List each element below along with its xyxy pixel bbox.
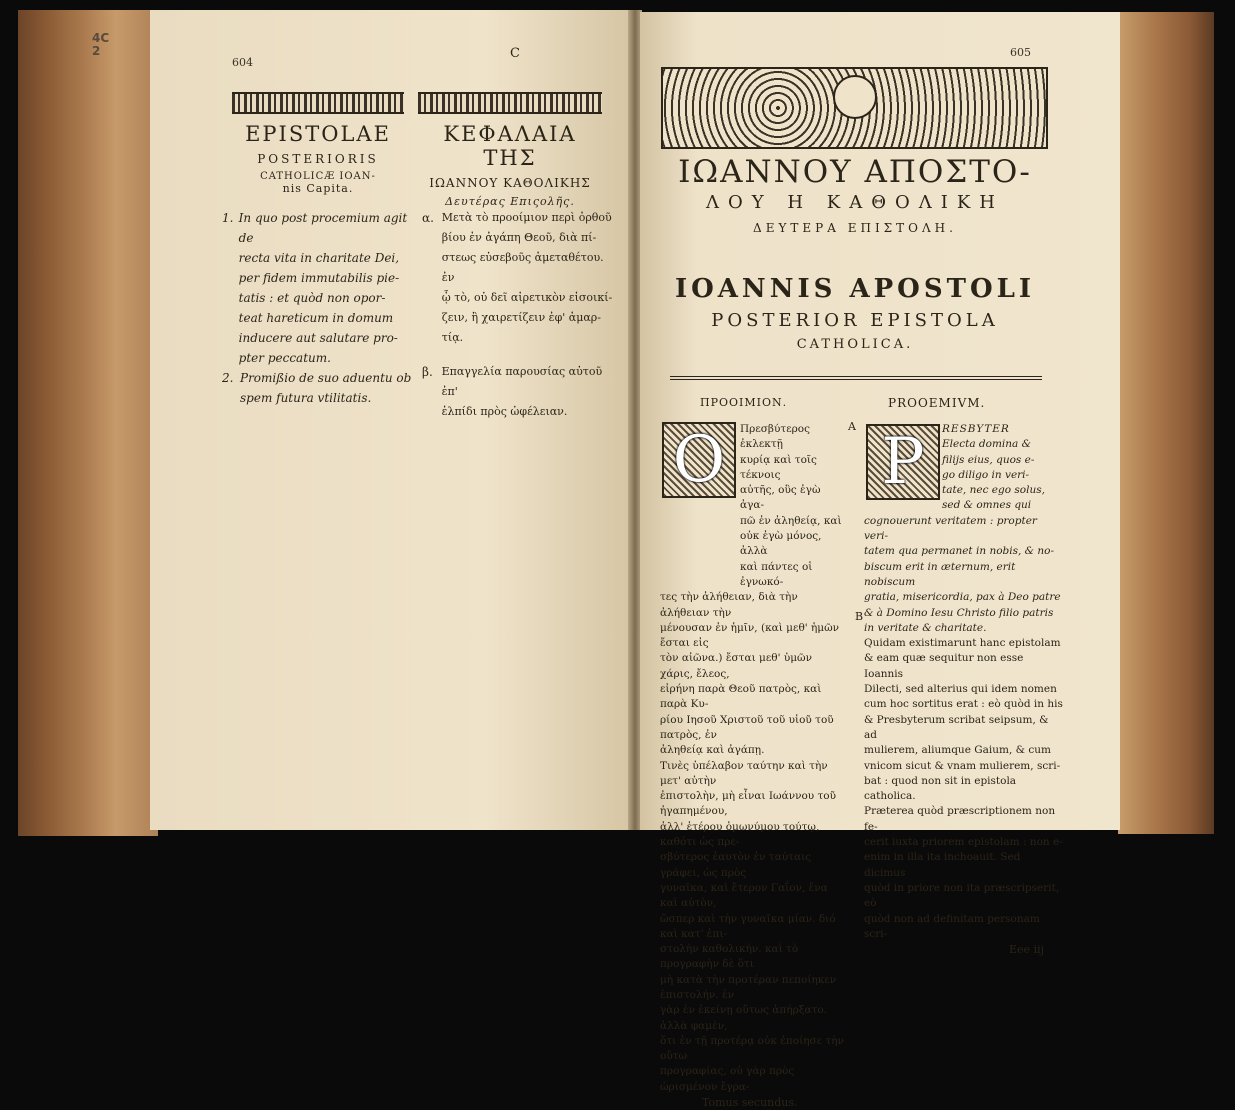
text-line: mulierem, aliumque Gaium, & cum (864, 744, 1051, 757)
page-number: 604 (232, 56, 253, 69)
text-line: cognouerunt veritatem : propter veri- (864, 514, 1037, 543)
left-page (92, 10, 630, 830)
latin-item-1 (222, 208, 412, 368)
latin-text-column (864, 422, 1064, 957)
greek-heading-subtitle: ΙΩΑΝΝΟΥ ΚΑΘΟΛΙΚΗΣ (429, 176, 591, 190)
ornament-band-latin (232, 92, 404, 114)
greek-decorated-initial: O (662, 422, 736, 498)
line: ζειν, ἢ χαιρετίζειν ἐφ' ἁμαρ- (441, 311, 601, 324)
latin-heading (232, 122, 404, 195)
text-line: οὐκ ἐγὼ μόνος, ἀλλὰ (740, 530, 822, 558)
text-line: gratia, misericordia, pax à Deo patre (864, 591, 1061, 604)
greek-section-head: ΠΡΟΟΙΜΙΟΝ. (700, 396, 788, 409)
text-line: Πρεσβύτερος ἐκλεκτῇ (740, 423, 811, 451)
line: inducere aut salutare pro- (238, 331, 398, 345)
divider-rule (670, 376, 1042, 377)
text-line: vnicom sicut & vnam mulierem, scri- (864, 759, 1061, 772)
text-line: ὥσπερ καὶ τὴν γυναῖκα μίαν. διό καὶ κατ' ἐπι- (660, 912, 836, 940)
text-line: go diligo in veri- (942, 468, 1030, 481)
greek-heading (418, 122, 602, 208)
text-line: γὰρ ἐν ἐκείνῃ οὕτως ἀπήρξατο. ἀλλὰ φαμὲν, (660, 1004, 828, 1032)
greek-title-line1: ΙΩΑΝΝΟΥ ΑΠΟΣΤΟ- (678, 154, 1032, 190)
text-line: ἐπιστολὴν, μὴ εἶναι Ιωάννου τοῦ ἠγαπημένου, (660, 790, 837, 818)
text-line: Τινὲς ὑπέλαβον ταύτην καὶ τὴν μετ' αὐτὴν (660, 759, 828, 787)
text-line: sed & omnes qui (942, 499, 1032, 512)
text-line: & à Domino Iesu Christo filio patris (864, 606, 1054, 619)
latin-title-line1: IOANNIS APOSTOLI (674, 274, 1036, 304)
line: ᾧ τὸ, οὐ δεῖ αἱρετικὸν εἰσοικί- (441, 291, 613, 304)
handwritten-note: 4C 2 (92, 31, 110, 58)
text-line: ρίου Ιησοῦ Χριστοῦ τοῦ υἱοῦ τοῦ πατρὸς, ἐν (660, 713, 834, 741)
text-line: quòd non ad definitam personam scri- (864, 912, 1040, 940)
text-line: cerit iuxta priorem epistolam : non e- (864, 836, 1063, 849)
text-line: Electa domina & (942, 438, 1031, 451)
text-line: Dilecti, sed alterius qui idem nomen (864, 683, 1057, 696)
text-line: enim in illa ita inchoauit. Sed dicimus (864, 851, 1021, 879)
text-line: tatem qua permanet in nobis, & no- (864, 545, 1054, 558)
line: teat hareticum in domum (238, 311, 394, 325)
text-line: cum hoc sortitus erat : eò quòd in his (864, 698, 1063, 711)
text-line: ὅτι ἐν τῇ προτέρᾳ οὐκ ἐποίησε τὴν οὕτω (660, 1034, 844, 1063)
divider-rule (670, 379, 1042, 380)
right-page (640, 12, 1120, 1110)
text-line: εἰρήνη παρὰ Θεοῦ πατρὸς, καὶ παρὰ Κυ- (660, 683, 822, 711)
item-number: α. (422, 211, 434, 225)
text-line: προγραφίας, οὐ γὰρ πρὸς ὡρισμένον ἔγρα- (660, 1065, 795, 1093)
greek-heading-line3: Δευτέρας Επιςολῆς. (445, 195, 575, 208)
text-line: quòd in priore non ita præscripserit, eò (864, 881, 1060, 910)
line: recta vita in charitate Dei, (238, 251, 400, 265)
line: Promißio de suo aduentu ob (240, 371, 412, 385)
ornamental-headpiece (661, 67, 1048, 149)
text-line: filijs eius, quos e- (942, 453, 1035, 466)
ornament-band-greek (418, 92, 602, 114)
line: In quo post procemium agit de (238, 211, 408, 245)
text-line: μὴ κατὰ τὴν προτέραν πεποίηκεν ἐπιστολήν. ἐν (660, 973, 837, 1001)
line: στεως εὐσεβοῦς ἀμεταθέτου. ἐν (441, 251, 604, 284)
line: spem futura vtilitatis. (240, 391, 372, 405)
latin-item-2 (222, 368, 412, 408)
latin-title-line3: CATHOLICA. (796, 337, 914, 352)
greek-title-line2: ΛΟΥ Η ΚΑΘΟΛΙΚΗ (706, 192, 1004, 213)
text-line: στολὴν καθολικήν. καὶ τὸ προγραφὴν δὲ ὅτι (660, 943, 799, 971)
text-line: bat : quod non sit in epistola catholica. (864, 774, 1017, 803)
text-line: tate, nec ego solus, (942, 484, 1045, 497)
text-line: πῶ ἐν ἀληθείᾳ, καὶ (740, 514, 842, 527)
margin-letter-b: B (855, 610, 864, 623)
greek-title-line3: ΔΕΥΤΕΡΑ ΕΠΙΣΤΟΛΗ. (753, 221, 957, 235)
text-line: αὐτῆς, οὓς ἐγὼ ἀγα- (740, 484, 821, 512)
text-line: καὶ πάντες οἱ ἐγνωκό- (740, 560, 813, 588)
greek-item-1 (422, 208, 618, 348)
latin-heading-line4: nis Capita. (282, 182, 354, 195)
latin-section-head: PROOEMIVM. (888, 396, 986, 410)
text-line: τὸν αἰῶνα.) ἔσται μεθ' ὑμῶν χάρις, ἔλεος, (660, 652, 812, 680)
footer-signature: Tomus secundus. (702, 1096, 798, 1110)
book-edge-right (1118, 12, 1214, 834)
item-number: β. (422, 365, 433, 379)
greek-title-block (640, 154, 1070, 235)
text-line: & Presbyterum scribat seipsum, & ad (864, 713, 1049, 741)
latin-title-block (640, 274, 1070, 352)
line: Επαγγελία παρουσίας αὐτοῦ ἐπ' (441, 365, 603, 398)
line: tatis : et quòd non opor- (238, 291, 386, 305)
line: τίᾳ. (441, 331, 464, 344)
text-line: ἀλλ' ἑτέρου ὁμωνύμου τούτῳ, καθότι ὡς πρε- (660, 820, 820, 849)
line: βίου ἐν ἀγάπη Θεοῦ, διὰ πί- (441, 231, 597, 244)
item-number: 2. (222, 371, 234, 385)
text-line: Præterea quòd præscriptionem non fe- (864, 805, 1056, 833)
text-line: in veritate & charitate. (864, 621, 987, 634)
latin-heading-subtitle: POSTERIORIS (257, 152, 379, 166)
text-line: κυρίᾳ καὶ τοῖς τέκνοις (740, 453, 817, 481)
greek-chapter-list (422, 208, 618, 422)
latin-heading-line3: CATHOLICÆ IOAN- (260, 171, 376, 182)
text-line: biscum erit in æternum, erit nobiscum (864, 560, 1016, 588)
book-edge-left (18, 10, 158, 836)
signature-mark: Eee iij (1009, 943, 1044, 957)
latin-decorated-initial: P (866, 424, 940, 500)
greek-item-2 (422, 362, 618, 422)
line: Μετὰ τὸ προοίμιον περὶ ὀρθοῦ (441, 211, 612, 224)
margin-letter-a: A (848, 420, 856, 433)
text-line: Quidam existimarunt hanc epistolam (864, 637, 1061, 650)
line: pter peccatum. (238, 351, 331, 365)
text-line: σβύτερος ἑαυτὸν ἐν ταύταις γράφει, ὡς πρὸς (660, 851, 812, 879)
text-line: RESBYTER (942, 423, 1010, 435)
latin-chapter-list (222, 208, 412, 408)
text-line: τες τὴν ἀλήθειαν, διὰ τὴν ἀλήθειαν τὴν (660, 591, 798, 619)
cherub-ornament (833, 75, 877, 119)
text-line: ἀληθείᾳ καὶ ἀγάπῃ. (660, 744, 765, 757)
page-number: 605 (1010, 46, 1031, 59)
latin-title-line2: POSTERIOR EPISTOLA (711, 310, 999, 331)
line: per fidem immutabilis pie- (238, 271, 400, 285)
latin-heading-title: EPISTOLAE (245, 122, 391, 146)
line: ἐλπίδι πρὸς ὠφέλειαν. (441, 405, 568, 418)
greek-text-column (660, 422, 846, 1110)
header-mark: C (510, 46, 520, 61)
text-line: & eam quæ sequitur non esse Ioannis (864, 652, 1024, 680)
greek-heading-title: ΚΕΦΑΛΑΙΑ ΤΗΣ (443, 122, 577, 170)
text-line: γυναῖκα, καὶ ἕτερον Γαΐον, ἕνα καὶ αὐτὸν, (660, 881, 828, 910)
text-line: μένουσαν ἐν ἡμῖν, (καὶ μεθ' ἡμῶν ἔσται εἰς (660, 621, 840, 650)
item-number: 1. (222, 211, 234, 225)
